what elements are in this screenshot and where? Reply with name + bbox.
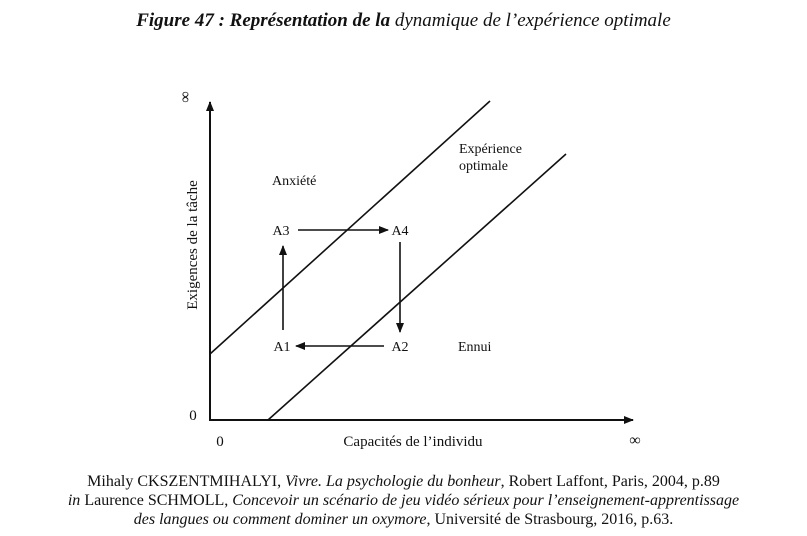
state-a4-label: A4 bbox=[391, 224, 409, 239]
caption-line-1 bbox=[0, 472, 807, 491]
flow-lower-boundary bbox=[268, 154, 566, 420]
caption-line-3 bbox=[0, 510, 807, 529]
caption-publisher: , Robert Laffont, Paris, 2004, p.89 bbox=[500, 473, 720, 490]
flow-zone-label-line1: Expérience bbox=[459, 142, 522, 157]
figure-caption bbox=[0, 472, 807, 529]
x-infinity-label: ∞ bbox=[629, 432, 641, 449]
flow-upper-boundary bbox=[210, 101, 490, 354]
y-infinity-label: ∞ bbox=[177, 91, 194, 103]
origin-y-label: 0 bbox=[189, 408, 197, 424]
caption-thesis-title-part1: Concevoir un scénario de jeu vidéo sérieux pour l’enseignement-apprentissage bbox=[232, 492, 740, 509]
caption-university: , Université de Strasbourg, 2016, p.63. bbox=[426, 511, 674, 528]
x-axis-label: Capacités de l’individu bbox=[343, 434, 483, 450]
flow-zone-label-line2: optimale bbox=[459, 159, 508, 174]
figure-title-number: Figure 47 : Représentation de la bbox=[136, 10, 391, 31]
caption-thesis-title-part2: des langues ou comment dominer un oxymore bbox=[133, 511, 427, 528]
figure-title-rest: dynamique de l’expérience optimale bbox=[390, 10, 671, 31]
state-a2-label: A2 bbox=[391, 340, 409, 355]
state-a3-label: A3 bbox=[272, 224, 290, 239]
caption-line-2 bbox=[0, 491, 807, 510]
caption-work-title: Vivre. La psychologie du bonheur bbox=[285, 473, 501, 490]
origin-x-label: 0 bbox=[216, 434, 224, 450]
caption-in-word: in bbox=[67, 492, 81, 509]
zone-anxiety-label: Anxiété bbox=[272, 174, 317, 189]
zone-boredom-label: Ennui bbox=[458, 340, 492, 355]
caption-author: Mihaly CKSZENTMIHALYI, bbox=[87, 473, 286, 490]
state-a1-label: A1 bbox=[273, 340, 291, 355]
caption-second-author: Laurence SCHMOLL, bbox=[80, 492, 233, 509]
y-axis-label: Exigences de la tâche bbox=[185, 180, 201, 310]
